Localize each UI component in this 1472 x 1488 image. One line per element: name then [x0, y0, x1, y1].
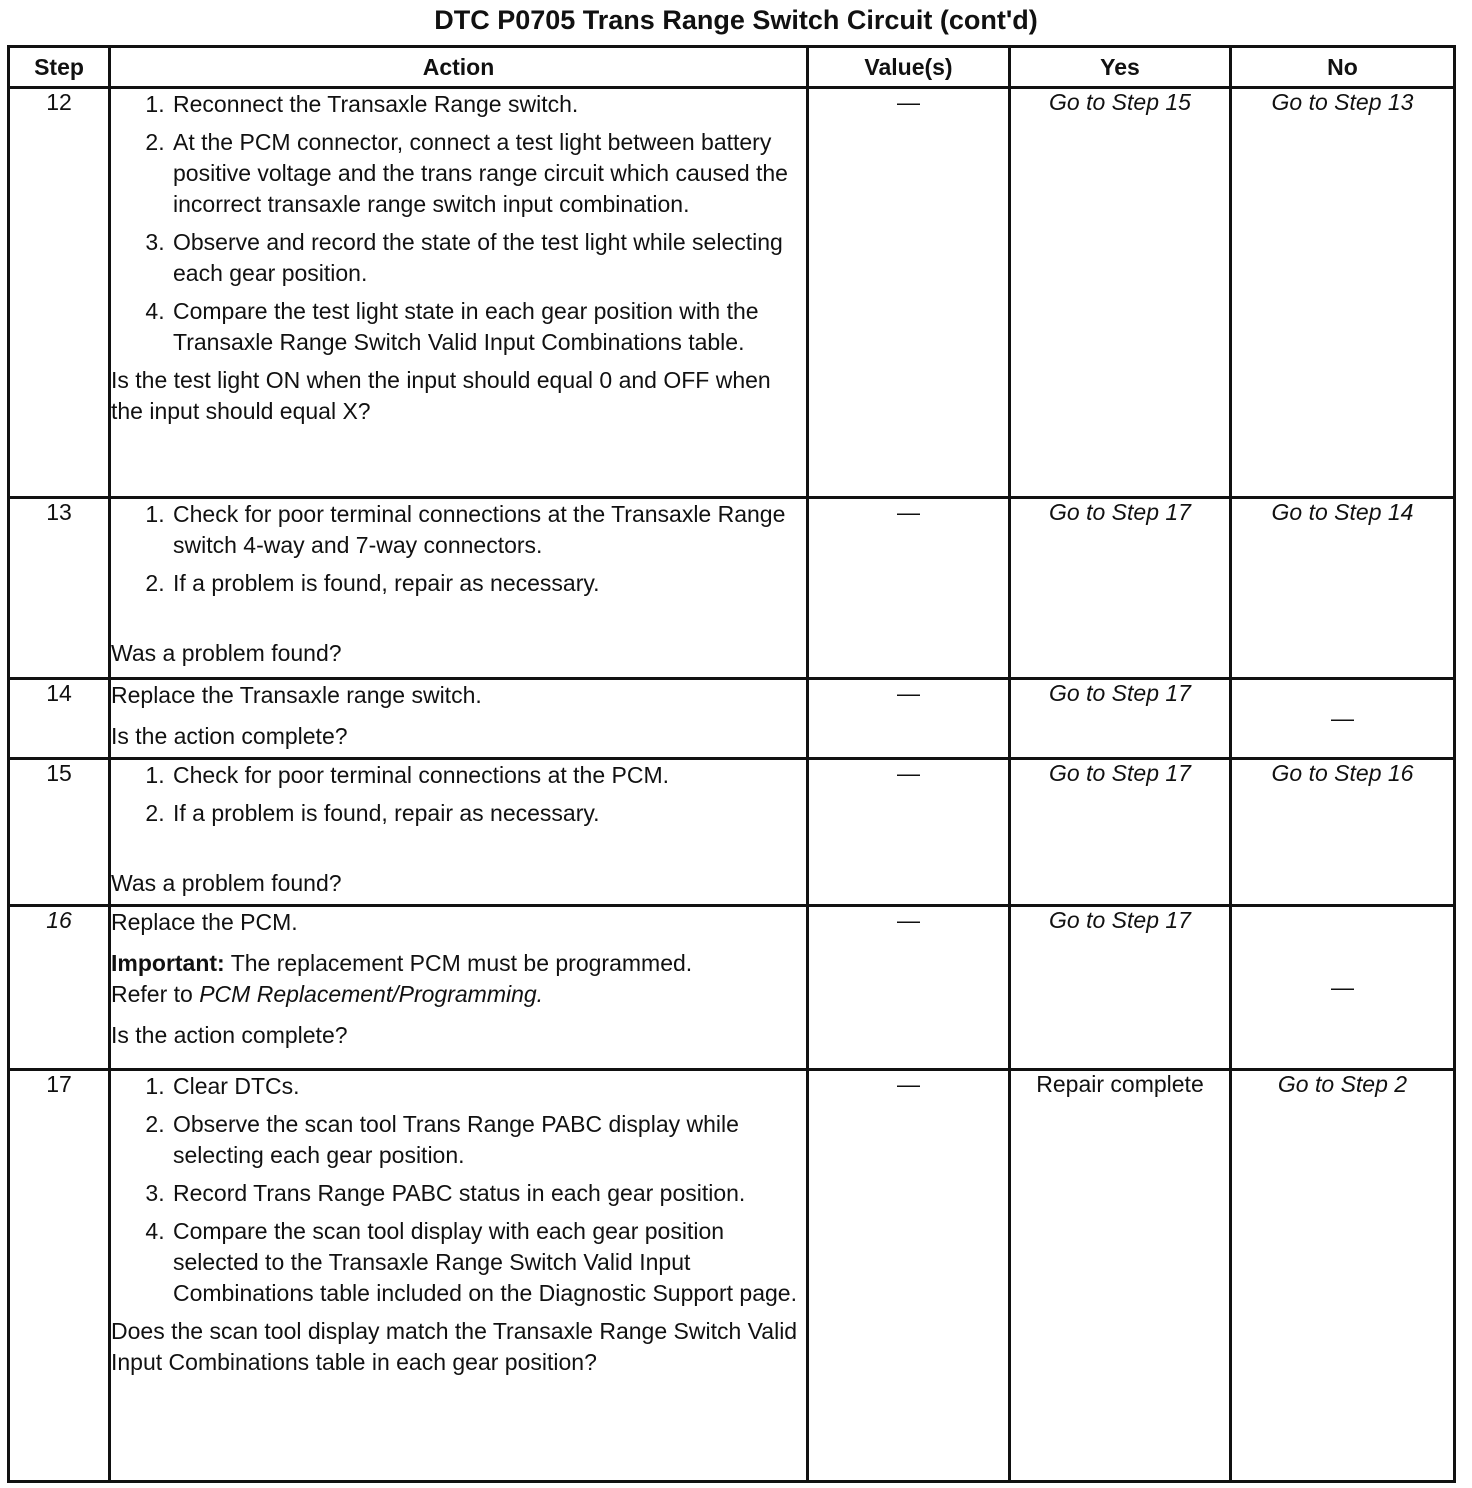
action-item: 2. If a problem is found, repair as necessary. [171, 568, 806, 599]
yes-cell: Go to Step 17 [1010, 906, 1231, 1070]
table-row-step-16 [9, 906, 1455, 1070]
important-note [111, 948, 806, 1010]
action-list [111, 1071, 806, 1309]
table-row-step-17 [9, 1070, 1455, 1482]
no-cell: Go to Step 14 [1231, 498, 1455, 679]
action-list [111, 499, 806, 599]
action-question: Is the action complete? [111, 1022, 348, 1048]
value-cell: — [808, 906, 1010, 1070]
action-item: 3. Observe and record the state of the test light while selecting each gear position. [171, 227, 806, 289]
action-item: 2. At the PCM connector, connect a test light between battery positive voltage and the trans range circuit which caused the incorrect transaxle range switch input combination. [171, 127, 806, 220]
yes-cell: Go to Step 15 [1010, 88, 1231, 498]
header-action: Action [110, 47, 808, 88]
no-cell: Go to Step 16 [1231, 759, 1455, 906]
value-cell: — [808, 1070, 1010, 1482]
action-question: Is the test light ON when the input should equal 0 and OFF when the input should equal X? [111, 367, 771, 424]
table-row-step-13 [9, 498, 1455, 679]
action-item: 1. Check for poor terminal connections at the Transaxle Range switch 4-way and 7-way connectors. [171, 499, 806, 561]
header-step: Step [9, 47, 110, 88]
action-question: Does the scan tool display match the Transaxle Range Switch Valid Input Combinations table in each gear position? [111, 1318, 798, 1375]
header-values: Value(s) [808, 47, 1010, 88]
no-cell: Go to Step 2 [1231, 1070, 1455, 1482]
no-cell: — [1231, 679, 1455, 759]
step-number: 16 [9, 906, 110, 1070]
action-item: 2. Observe the scan tool Trans Range PABC display while selecting each gear position. [171, 1109, 806, 1171]
page-title: DTC P0705 Trans Range Switch Circuit (cont'd) [434, 5, 1038, 35]
action-question: Was a problem found? [111, 870, 342, 896]
action-list [111, 89, 806, 358]
step-number: 14 [9, 679, 110, 759]
action-item: 1. Reconnect the Transaxle Range switch. [171, 89, 806, 120]
value-cell: — [808, 679, 1010, 759]
action-cell [110, 88, 808, 498]
important-label: Important: [111, 950, 225, 976]
yes-cell: Go to Step 17 [1010, 498, 1231, 679]
no-cell: Go to Step 13 [1231, 88, 1455, 498]
step-number: 17 [9, 1070, 110, 1482]
yes-cell: Go to Step 17 [1010, 679, 1231, 759]
table-row-step-15 [9, 759, 1455, 906]
action-item: 1. Clear DTCs. [171, 1071, 806, 1102]
diagnostic-table [7, 45, 1456, 1483]
no-cell: — [1231, 906, 1455, 1070]
action-cell [110, 1070, 808, 1482]
action-text: Replace the PCM. [111, 909, 298, 935]
yes-cell: Go to Step 17 [1010, 759, 1231, 906]
action-question: Is the action complete? [111, 723, 348, 749]
action-cell [110, 906, 808, 1070]
step-number: 13 [9, 498, 110, 679]
action-question: Was a problem found? [111, 640, 342, 666]
action-item: 4. Compare the test light state in each gear position with the Transaxle Range Switch Valid Input Combinations table. [171, 296, 806, 358]
action-cell [110, 679, 808, 759]
step-number: 12 [9, 88, 110, 498]
refer-link[interactable]: PCM Replacement/Programming. [199, 981, 544, 1007]
yes-cell: Repair complete [1010, 1070, 1231, 1482]
header-row [9, 47, 1455, 88]
action-cell [110, 498, 808, 679]
header-no: No [1231, 47, 1455, 88]
table-row-step-12 [9, 88, 1455, 498]
action-item: 4. Compare the scan tool display with each gear position selected to the Transaxle Range Switch Valid Input Combinations table included on the Diagnostic Support page. [171, 1216, 806, 1309]
action-item: 1. Check for poor terminal connections at the PCM. [171, 760, 806, 791]
step-number: 15 [9, 759, 110, 906]
action-list [111, 760, 806, 829]
important-text: The replacement PCM must be programmed. [230, 950, 693, 976]
header-yes: Yes [1010, 47, 1231, 88]
value-cell: — [808, 88, 1010, 498]
value-cell: — [808, 759, 1010, 906]
action-text: Replace the Transaxle range switch. [111, 682, 482, 708]
action-item: 2. If a problem is found, repair as necessary. [171, 798, 806, 829]
table-row-step-14 [9, 679, 1455, 759]
action-item: 3. Record Trans Range PABC status in each gear position. [171, 1178, 806, 1209]
refer-prefix: Refer to [111, 981, 193, 1007]
value-cell: — [808, 498, 1010, 679]
action-cell [110, 759, 808, 906]
